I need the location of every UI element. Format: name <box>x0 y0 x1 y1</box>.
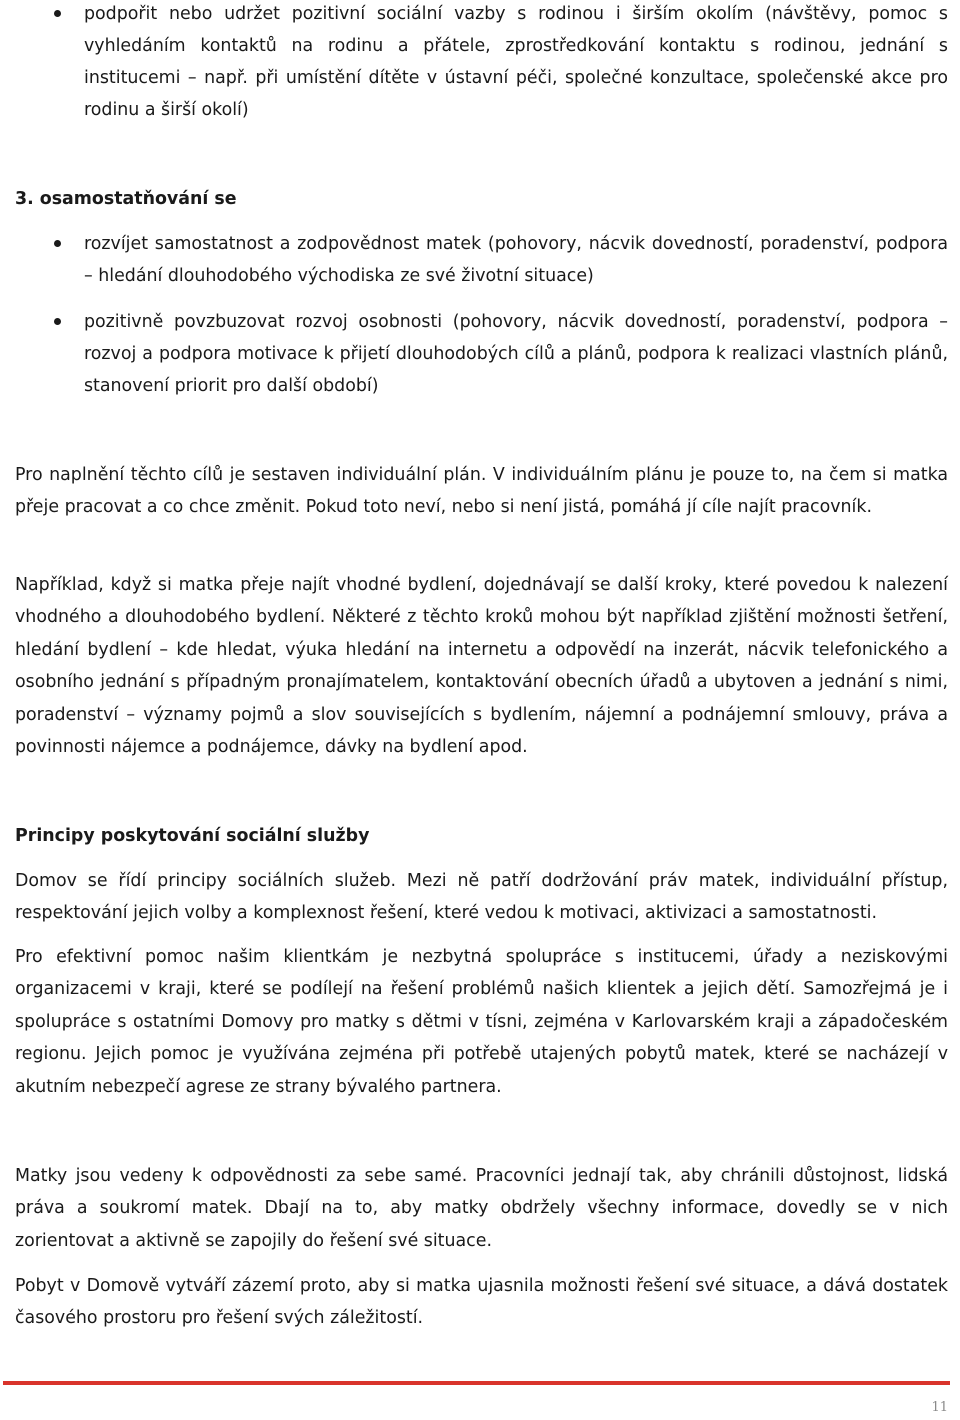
bullet-text: rozvíjet samostatnost a zodpovědnost matek (pohovory, nácvik dovedností, poradenství, podpora – hledání dlouhodobého východiska ze své životní situace) <box>84 234 948 286</box>
page-number: 11 <box>931 1400 948 1415</box>
paragraph-responsibility: Matky jsou vedeny k odpovědnosti za sebe samé. Pracovníci jednají tak, aby chránili důstojnost, lidská práva a soukromí matek. Dbají na to, aby matky obdržely všechny informace, dovedly se v nich zorientovat a aktivně se zapojily do řešení své situace. <box>15 1166 948 1251</box>
paragraph-individual-plan: Pro naplnění těchto cílů je sestaven individuální plán. V individuálním plánu je pouze to, na čem si matka přeje pracovat a co chce změnit. Pokud toto neví, nebo si není jistá, pomáhá jí cíle najít pracovník. <box>15 465 948 518</box>
list-item <box>15 0 948 126</box>
section3-bullet-list <box>15 228 948 402</box>
paragraph-stay: Pobyt v Domově vytváří zázemí proto, aby si matka ujasnila možnosti řešení své situace, a dává dostatek časového prostoru pro řešení svých záležitostí. <box>15 1276 948 1329</box>
bullet-text: pozitivně povzbuzovat rozvoj osobnosti (pohovory, nácvik dovedností, poradenství, podpora – rozvoj a podpora motivace k přijetí dlouhodobých cílů a plánů, podpora k realizaci vlastních plánů, stanovení priorit pro další období) <box>84 312 948 396</box>
top-bullet-list <box>15 0 948 126</box>
bullet-icon <box>54 10 61 17</box>
list-item <box>15 306 948 402</box>
principles-heading: Principy poskytování sociální služby <box>15 826 370 846</box>
bullet-text: podpořit nebo udržet pozitivní sociální vazby s rodinou i širším okolím (návštěvy, pomoc s vyhledáním kontaktů na rodinu a přátele, zprostředkování kontaktu s rodinou, jednání s institucemi – např. při umístění dítěte v ústavní péči, společné konzultace, společenské akce pro rodinu a širší okolí) <box>84 4 948 120</box>
bullet-icon <box>54 240 61 247</box>
paragraph-housing-example: Například, když si matka přeje najít vhodné bydlení, dojednávají se další kroky, které povedou k nalezení vhodného a dlouhodobého bydlení. Některé z těchto kroků mohou být například zjištění možnosti šetření, hledání bydlení – kde hledat, výuka hledání na internetu a odpovědí na inzerát, nácvik telefonického a osobního jednání s případným pronajímatelem, kontaktování obecních úřadů a ubytoven a jednání s nimi, poradenství – významy pojmů a slov souvisejících s bydlením, nájemní a podnájemní smlouvy, práva a povinnosti nájemce a podnájemce, dávky na bydlení apod. <box>15 575 948 758</box>
paragraph-principles: Domov se řídí principy sociálních služeb. Mezi ně patří dodržování práv matek, individuální přístup, respektování jejich volby a komplexnost řešení, které vedou k motivaci, aktivizaci a samostatnosti. <box>15 871 948 924</box>
section-heading: 3. osamostatňování se <box>15 189 237 209</box>
bullet-icon <box>54 318 61 325</box>
paragraph-cooperation: Pro efektivní pomoc našim klientkám je nezbytná spolupráce s institucemi, úřady a neziskovými organizacemi v kraji, které se podílejí na řešení problémů našich klientek a jejich dětí. Samozřejmá je i spolupráce s ostatními Domovy pro matky s dětmi v tísni, zejména v Karlovarském kraji a západočeském regionu. Jejich pomoc je využívána zejména při potřebě utajených pobytů matek, které se nacházejí v akutním nebezpečí agrese ze strany bývalého partnera. <box>15 947 948 1097</box>
footer-divider <box>3 1381 950 1385</box>
list-item <box>15 228 948 292</box>
